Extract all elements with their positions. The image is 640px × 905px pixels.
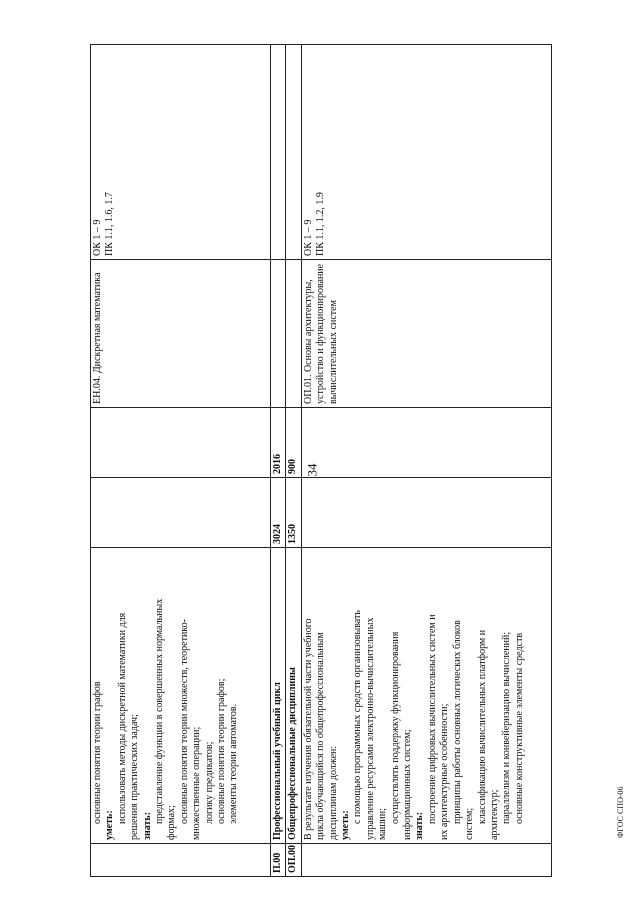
text-line: систем;: [464, 807, 476, 840]
row4-content-cell: [301, 548, 551, 844]
page-number: 34: [304, 463, 320, 477]
footer-code: ФГОС СПО-06: [616, 786, 625, 838]
text-line: цикла обучающийся по общепрофессиональным: [315, 632, 327, 840]
curriculum-table: [90, 44, 552, 877]
row1-discipline-cell: ЕН.04. Дискретная математика: [91, 260, 271, 408]
table-row: [271, 45, 286, 877]
row2-max-cell: 3024: [271, 478, 286, 548]
row4-required-cell: [301, 408, 551, 478]
text-line: уметь:: [104, 810, 116, 840]
text-line: осуществлять поддержку функционирования: [389, 631, 401, 824]
text-line: формах;: [166, 805, 178, 840]
row1-content-cell: [91, 548, 271, 844]
rotated-table-container: [90, 45, 610, 877]
row3-max-cell: 1350: [286, 478, 301, 548]
row1-competencies-cell: ОК 1 – 9 ПК 1.1, 1.6, 1.7: [91, 45, 271, 260]
row2-competencies-cell: [271, 45, 286, 260]
row4-code-cell: [301, 844, 551, 877]
table-row: [286, 45, 301, 877]
text-line: информационных систем;: [402, 729, 414, 840]
row3-code-cell: ОП.00: [286, 844, 301, 877]
row1-max-cell: [91, 478, 271, 548]
text-line: знать:: [414, 811, 426, 840]
text-line: представление функции в совершенных нормальных: [154, 598, 166, 824]
row2-discipline-cell: [271, 260, 286, 408]
text-line: основные понятия теории графов;: [216, 678, 228, 824]
text-line: параллелизм и конвейеризацию вычислений;: [501, 631, 513, 824]
text-line: использовать методы дискретной математики для: [116, 612, 128, 824]
row3-required-cell: 900: [286, 408, 301, 478]
row3-discipline-cell: [286, 260, 301, 408]
text-line: В результате изучения обязательной части учебного: [302, 618, 314, 840]
text-line: элементы теории автоматов.: [228, 703, 240, 824]
text-line: классификацию вычислительных платформ и: [476, 629, 488, 824]
text-line: их архитектурные особенности;: [439, 703, 451, 840]
text-line: логику предикатов;: [203, 741, 215, 824]
text-line: управление ресурсами электронно-вычислительных: [364, 617, 376, 840]
row1-required-cell: [91, 408, 271, 478]
text-line: архитектур;: [488, 789, 500, 840]
row4-competencies-cell: ОК 1 – 9 ПК 1.1, 1.2, 1.9: [301, 45, 551, 260]
row3-competencies-cell: [286, 45, 301, 260]
text-line: дисциплинам должен:: [327, 745, 339, 840]
text-line: уметь:: [340, 810, 352, 840]
text-line: с помощью программных средств организовывать: [352, 610, 364, 824]
row1-code-cell: [91, 844, 271, 877]
text-line: машин;: [377, 808, 389, 840]
row2-title-cell: Профессиональный учебный цикл: [271, 548, 286, 844]
text-line: множественные операции;: [191, 726, 203, 840]
text-line: принципы работы основных логических блоков: [451, 620, 463, 824]
text-line: решения практических задач;: [129, 714, 141, 840]
text-line: основные понятия теории графов: [92, 681, 103, 824]
row4-max-cell: [301, 478, 551, 548]
text-line: построение цифровых вычислительных систем и: [426, 614, 438, 824]
table-row: [301, 45, 551, 877]
row2-required-cell: 2016: [271, 408, 286, 478]
row2-code-cell: П.00: [271, 844, 286, 877]
text-line: основные понятия теории множеств, теоретико-: [178, 619, 190, 824]
table-row: [91, 45, 271, 877]
text-line: знать:: [141, 811, 153, 840]
row4-discipline-cell: ОП.01. Основы архитектуры, устройство и функционирование вычислительных систем: [301, 260, 551, 408]
row3-title-cell: Общепрофессиональные дисциплины: [286, 548, 301, 844]
text-line: основные конструктивные элементы средств: [513, 632, 525, 824]
